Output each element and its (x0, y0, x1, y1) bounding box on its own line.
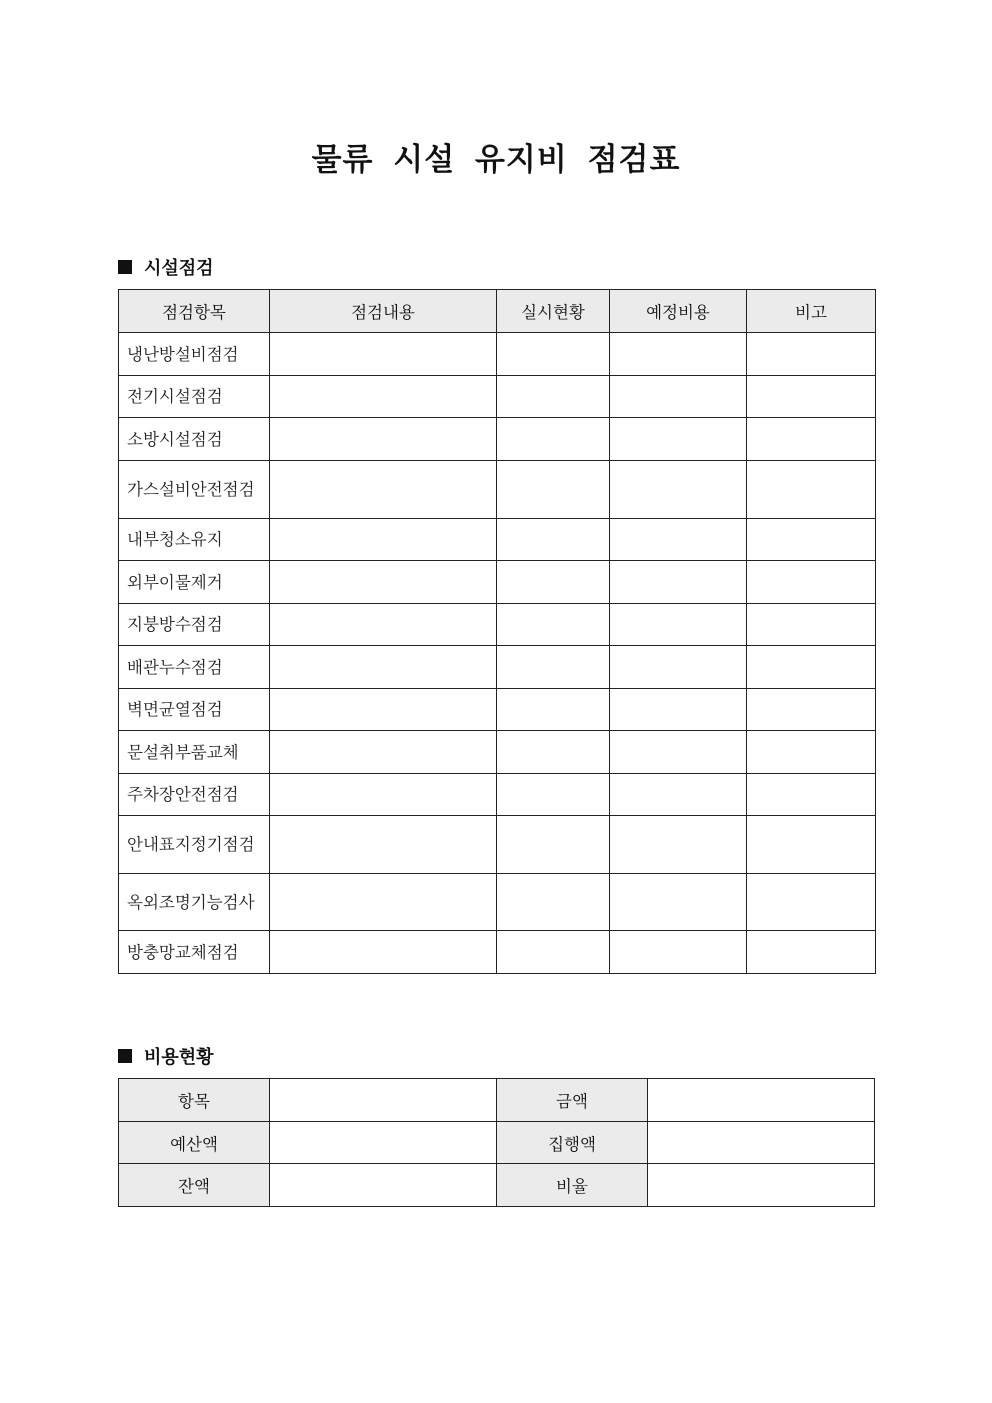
table-row (119, 874, 876, 931)
cost-cell[interactable] (610, 519, 747, 561)
content-cell[interactable] (270, 731, 497, 774)
col-header-status: 실시현황 (497, 290, 610, 333)
section-heading-label: 시설점검 (144, 258, 214, 279)
table-row (119, 1164, 875, 1207)
col-header-note: 비고 (747, 290, 876, 333)
status-cell[interactable] (497, 333, 610, 376)
item-cell: 가스설비안전점검 (119, 461, 270, 519)
item-cell: 냉난방설비점검 (119, 333, 270, 376)
status-cell[interactable] (497, 816, 610, 874)
square-bullet-icon (118, 1049, 132, 1063)
cost-value-cell[interactable] (270, 1164, 497, 1207)
content-cell[interactable] (270, 689, 497, 731)
table-row (119, 774, 876, 816)
table-row (119, 519, 876, 561)
status-cell[interactable] (497, 774, 610, 816)
cost-status-table (118, 1078, 875, 1207)
content-cell[interactable] (270, 376, 497, 418)
cost-cell[interactable] (610, 604, 747, 646)
note-cell[interactable] (747, 519, 876, 561)
col-header-content: 점검내용 (270, 290, 497, 333)
item-cell: 배관누수점검 (119, 646, 270, 689)
cost-cell[interactable] (610, 333, 747, 376)
item-cell: 방충망교체점검 (119, 931, 270, 974)
cost-cell[interactable] (610, 816, 747, 874)
item-cell: 내부청소유지 (119, 519, 270, 561)
facility-inspection-table (118, 289, 876, 974)
note-cell[interactable] (747, 418, 876, 461)
note-cell[interactable] (747, 874, 876, 931)
note-cell[interactable] (747, 333, 876, 376)
note-cell[interactable] (747, 461, 876, 519)
cost-cell[interactable] (610, 774, 747, 816)
status-cell[interactable] (497, 561, 610, 604)
cost-value-cell[interactable] (648, 1079, 875, 1122)
note-cell[interactable] (747, 731, 876, 774)
cost-value-cell[interactable] (270, 1122, 497, 1164)
cost-cell[interactable] (610, 646, 747, 689)
table-row (119, 376, 876, 418)
item-cell: 주차장안전점검 (119, 774, 270, 816)
table-row (119, 931, 876, 974)
table-row (119, 816, 876, 874)
content-cell[interactable] (270, 519, 497, 561)
status-cell[interactable] (497, 519, 610, 561)
status-cell[interactable] (497, 931, 610, 974)
table-row (119, 333, 876, 376)
page-title: 물류 시설 유지비 점검표 (311, 142, 681, 178)
square-bullet-icon (118, 260, 132, 274)
table-row (119, 731, 876, 774)
status-cell[interactable] (497, 376, 610, 418)
content-cell[interactable] (270, 931, 497, 974)
content-cell[interactable] (270, 561, 497, 604)
cost-label-cell: 집행액 (497, 1122, 648, 1164)
item-cell: 안내표지정기점검 (119, 816, 270, 874)
table-row (119, 1079, 875, 1122)
col-header-cost: 예정비용 (610, 290, 747, 333)
cost-cell[interactable] (610, 731, 747, 774)
status-cell[interactable] (497, 604, 610, 646)
content-cell[interactable] (270, 604, 497, 646)
status-cell[interactable] (497, 418, 610, 461)
table-row (119, 689, 876, 731)
status-cell[interactable] (497, 461, 610, 519)
content-cell[interactable] (270, 646, 497, 689)
cost-cell[interactable] (610, 561, 747, 604)
table-row (119, 604, 876, 646)
status-cell[interactable] (497, 731, 610, 774)
cost-cell[interactable] (610, 874, 747, 931)
cost-cell[interactable] (610, 689, 747, 731)
col-header-item: 점검항목 (119, 290, 270, 333)
item-cell: 문설취부품교체 (119, 731, 270, 774)
item-cell: 외부이물제거 (119, 561, 270, 604)
note-cell[interactable] (747, 774, 876, 816)
cost-label-cell: 잔액 (119, 1164, 270, 1207)
cost-value-cell[interactable] (648, 1122, 875, 1164)
section-heading-facility (118, 254, 214, 280)
table-row (119, 461, 876, 519)
table-header-row (119, 290, 876, 333)
status-cell[interactable] (497, 874, 610, 931)
status-cell[interactable] (497, 646, 610, 689)
section-heading-label: 비용현황 (144, 1047, 214, 1068)
content-cell[interactable] (270, 333, 497, 376)
table-row (119, 561, 876, 604)
item-cell: 전기시설점검 (119, 376, 270, 418)
cost-cell[interactable] (610, 376, 747, 418)
content-cell[interactable] (270, 816, 497, 874)
content-cell[interactable] (270, 461, 497, 519)
note-cell[interactable] (747, 689, 876, 731)
item-cell: 옥외조명기능검사 (119, 874, 270, 931)
note-cell[interactable] (747, 646, 876, 689)
table-row (119, 646, 876, 689)
cost-value-cell[interactable] (648, 1164, 875, 1207)
cost-label-cell: 예산액 (119, 1122, 270, 1164)
cost-label-cell: 항목 (119, 1079, 270, 1122)
note-cell[interactable] (747, 931, 876, 974)
item-cell: 벽면균열점검 (119, 689, 270, 731)
cost-value-cell[interactable] (270, 1079, 497, 1122)
content-cell[interactable] (270, 874, 497, 931)
note-cell[interactable] (747, 604, 876, 646)
cost-cell[interactable] (610, 931, 747, 974)
section-heading-cost (118, 1043, 214, 1069)
status-cell[interactable] (497, 689, 610, 731)
table-row (119, 418, 876, 461)
cost-label-cell: 금액 (497, 1079, 648, 1122)
note-cell[interactable] (747, 561, 876, 604)
cost-label-cell: 비율 (497, 1164, 648, 1207)
item-cell: 지붕방수점검 (119, 604, 270, 646)
note-cell[interactable] (747, 376, 876, 418)
note-cell[interactable] (747, 816, 876, 874)
cost-cell[interactable] (610, 461, 747, 519)
content-cell[interactable] (270, 418, 497, 461)
table-row (119, 1122, 875, 1164)
cost-cell[interactable] (610, 418, 747, 461)
content-cell[interactable] (270, 774, 497, 816)
item-cell: 소방시설점검 (119, 418, 270, 461)
